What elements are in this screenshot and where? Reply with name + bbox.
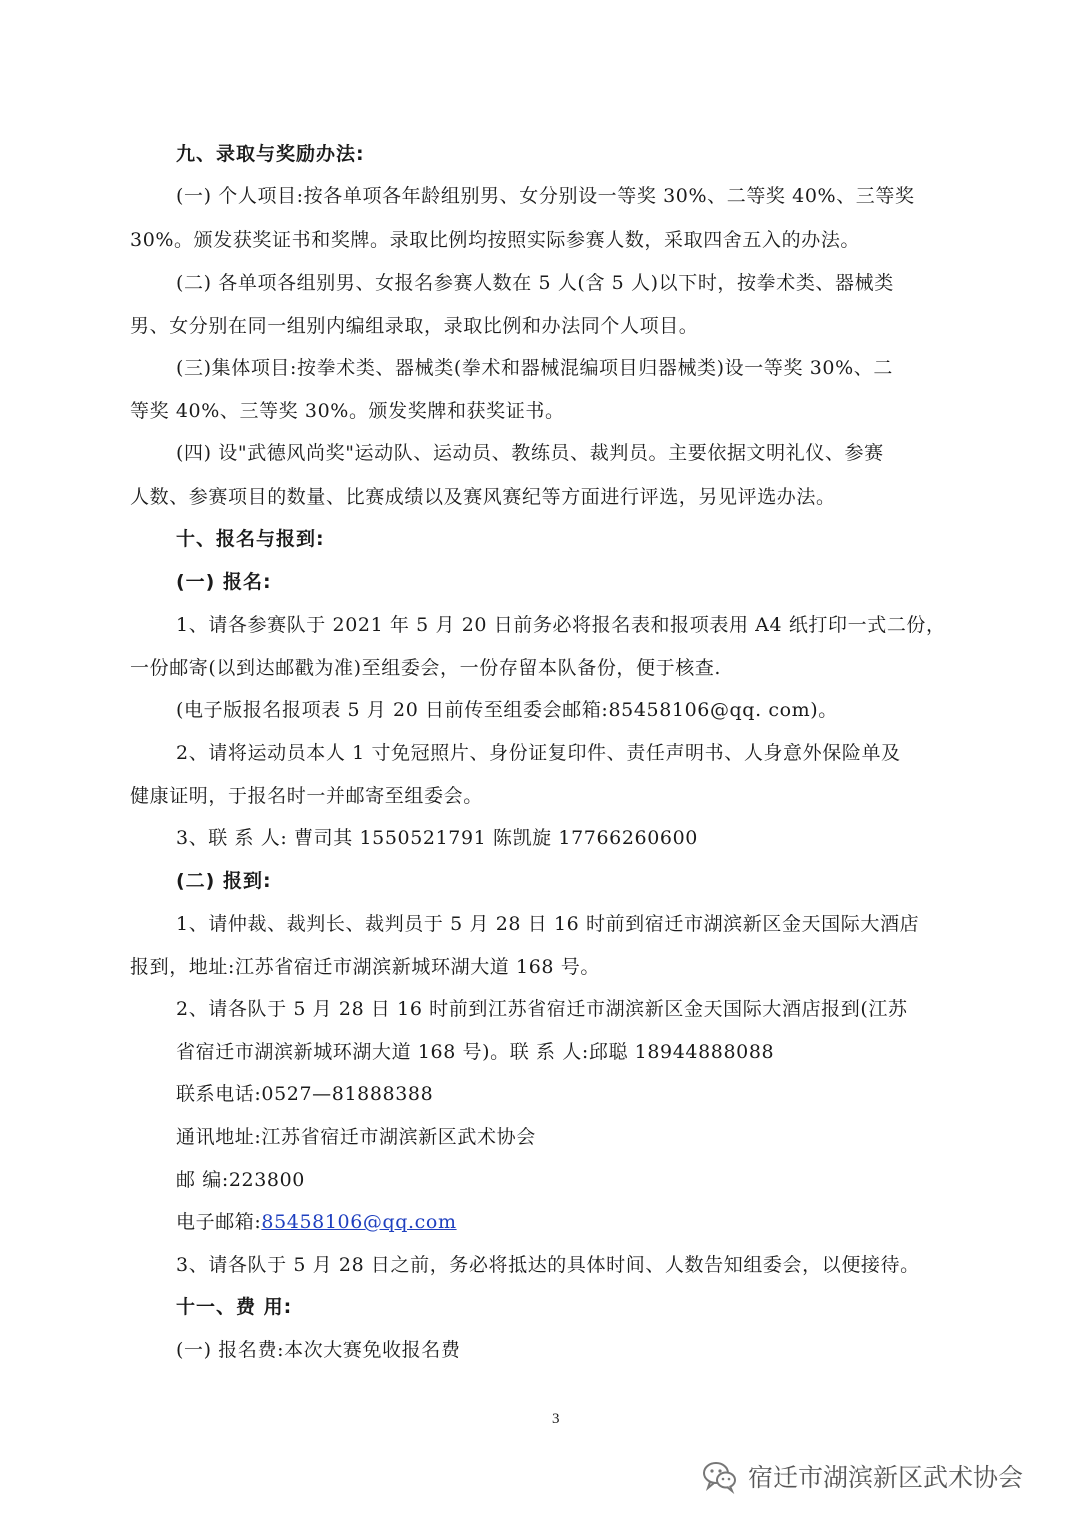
text-line: 人数、参赛项目的数量、比赛成绩以及赛风赛纪等方面进行评选，另见评选办法。 (130, 486, 836, 508)
phone-line: 联系电话:0527—81888388 (176, 1083, 434, 1105)
text-line: (电子版报名报项表 5 月 20 日前传至组委会邮箱:85458106@qq. com)。 (176, 699, 838, 721)
text-line: (二) 各单项各组别男、女报名参赛人数在 5 人(含 5 人)以下时，按拳术类、器械类 (176, 272, 894, 294)
subsection-heading-checkin: (二) 报到: (176, 870, 272, 892)
text-line: 30%。颁发获奖证书和奖牌。录取比例均按照实际参赛人数，采取四舍五入的办法。 (130, 229, 861, 251)
page-number: 3 (552, 1411, 560, 1427)
email-line (176, 1207, 457, 1237)
text-line: 一份邮寄(以到达邮戳为准)至组委会，一份存留本队备份，便于核查. (130, 657, 722, 679)
text-line: 等奖 40%、三等奖 30%。颁发奖牌和获奖证书。 (130, 400, 565, 422)
section-heading-10: 十、报名与报到: (176, 528, 325, 550)
text-line: 1、请各参赛队于 2021 年 5 月 20 日前务必将报名表和报项表用 A4 纸打印一式二份， (176, 614, 946, 636)
text-line: 健康证明，于报名时一并邮寄至组委会。 (130, 785, 483, 807)
text-line: (四) 设"武德风尚奖"运动队、运动员、教练员、裁判员。主要依据文明礼仪、参赛 (176, 442, 884, 464)
section-heading-9: 九、录取与奖励办法: (176, 143, 365, 165)
text-line: (一) 个人项目:按各单项各年龄组别男、女分别设一等奖 30%、二等奖 40%、三等奖 (176, 185, 915, 207)
wechat-icon (700, 1456, 740, 1496)
subsection-heading-registration: (一) 报名: (176, 571, 272, 593)
section-heading-11: 十一、费 用: (176, 1296, 293, 1318)
email-label: 电子邮箱: (176, 1211, 262, 1233)
account-name: 宿迁市湖滨新区武术协会 (748, 1463, 1024, 1492)
address-line: 通讯地址:江苏省宿迁市湖滨新区武术协会 (176, 1126, 536, 1148)
text-line: (三)集体项目:按拳术类、器械类(拳术和器械混编项目归器械类)设一等奖 30%、二 (176, 357, 893, 379)
wechat-account-watermark (700, 1456, 1023, 1496)
email-link[interactable]: 85458106@qq.com (261, 1211, 457, 1233)
text-line: 2、请各队于 5 月 28 日 16 时前到江苏省宿迁市湖滨新区金天国际大酒店报到(江苏 (176, 998, 908, 1020)
text-line: 省宿迁市湖滨新城环湖大道 168 号)。联 系 人:邱聪 18944888088 (176, 1041, 775, 1063)
text-line: 3、请各队于 5 月 28 日之前，务必将抵达的具体时间、人数告知组委会，以便接待。 (176, 1254, 920, 1276)
text-line: (一) 报名费:本次大赛免收报名费 (176, 1339, 461, 1361)
text-line: 男、女分别在同一组别内编组录取，录取比例和办法同个人项目。 (130, 315, 699, 337)
postcode-line: 邮 编:223800 (176, 1169, 305, 1191)
text-line: 报到，地址:江苏省宿迁市湖滨新城环湖大道 168 号。 (130, 956, 600, 978)
text-line: 2、请将运动员本人 1 寸免冠照片、身份证复印件、责任声明书、人身意外保险单及 (176, 742, 901, 764)
text-line: 1、请仲裁、裁判长、裁判员于 5 月 28 日 16 时前到宿迁市湖滨新区金天国际大酒店 (176, 913, 920, 935)
contact-line: 3、联 系 人: 曹司其 1550521791 陈凯旋 17766260600 (176, 827, 698, 849)
